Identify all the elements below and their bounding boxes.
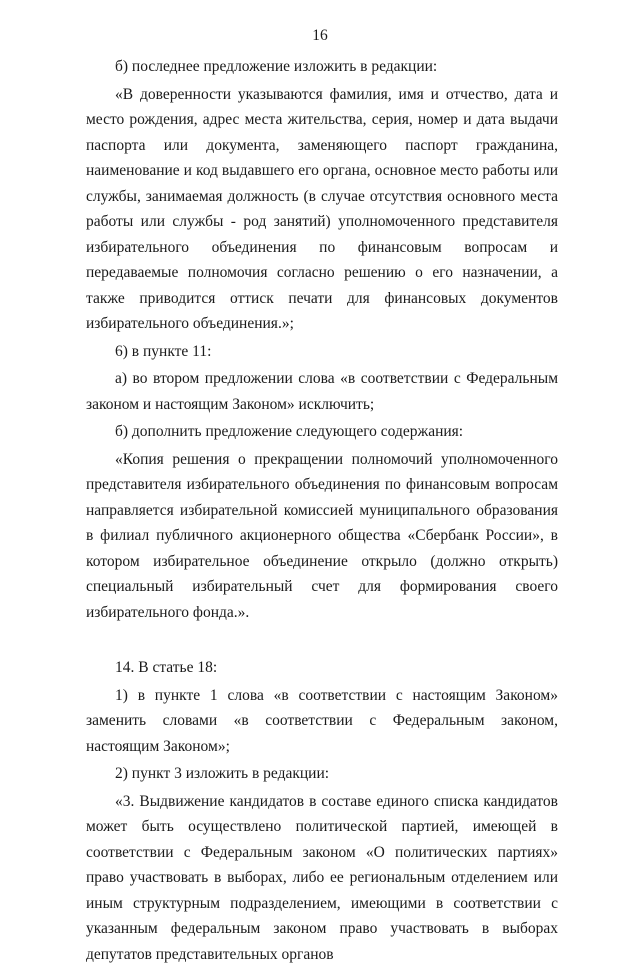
paragraph-copy-decision-text: «Копия решения о прекращении полномочий уполномоченного представителя избирательного объединения по финансовым вопросам направляется избирательной комиссией муниципального образования в филиал публичного акционерного общества «Сбербанк России», в котором избирательное объединение открыло (должно открыть) специальный избирательный счет для формирования своего избирательного фонда.».: [86, 450, 558, 621]
paragraph-item-3-text: «3. Выдвижение кандидатов в составе единого списка кандидатов может быть осуществлено политической партией, имеющей в соответствии с Федеральным законом «О политических партиях» право участвовать в выборах, либо ее региональным отделением или иным структурным подразделением, имеющими в соответствии с указанным федеральным законом право участвовать в выборах депутатов представительных органов: [86, 792, 558, 963]
paragraph-item-6: 6) в пункте 11:: [115, 342, 212, 360]
paragraph-item-b-supplement: б) дополнить предложение следующего содержания:: [115, 423, 464, 440]
paragraph-power-of-attorney-text: «В доверенности указываются фамилия, имя и отчество, дата и место рождения, адрес места жительства, серия, номер и дата выдачи паспорта или документа, заменяющего паспорт гражданина, наименование и код выдавшего его органа, основное место работы или службы, занимаемая должность (в случае отсутствия основного места работы или службы - род занятий) уполномоченного представителя избирательного объединения по финансовым вопросам и передаваемые полномочия согласно решению о его назначении, а также приводится оттиск печати для финансовых документов избирательного объединения.»;: [86, 85, 558, 332]
section-spacer: [86, 627, 558, 655]
paragraph-item-1: 1) в пункте 1 слова «в соответствии с настоящим Законом» заменить словами «в соответствии с Федеральным законом, настоящим Законом»;: [86, 686, 558, 755]
paragraph-article-18-heading: 14. В статье 18:: [115, 659, 218, 676]
paragraph-b-last-sentence: б) последнее предложение изложить в редакции:: [115, 58, 438, 75]
document-body: [86, 54, 558, 969]
page-number: 16: [312, 27, 328, 44]
paragraph-item-a: а) во втором предложении слова «в соответствии с Федеральным законом и настоящим Законом» исключить;: [86, 370, 558, 413]
paragraph-item-2: 2) пункт 3 изложить в редакции:: [115, 765, 330, 782]
